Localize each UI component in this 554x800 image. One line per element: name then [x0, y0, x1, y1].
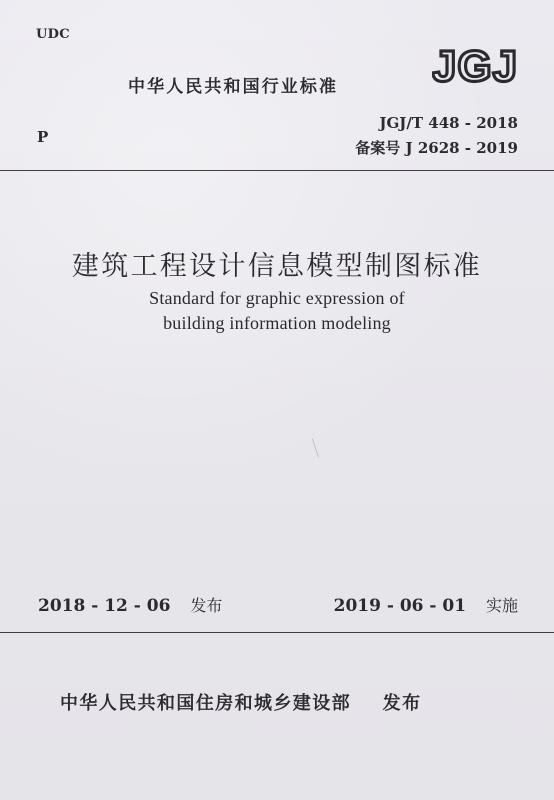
record-number: 备案号 J 2628 - 2019 — [355, 139, 518, 157]
publisher-name: 中华人民共和国住房和城乡建设部 — [60, 693, 351, 714]
issue-date: 2018 - 12 - 06 — [38, 596, 171, 616]
implementation-date-block — [334, 593, 518, 616]
publisher-action: 发布 — [382, 693, 422, 714]
english-title-line-1: Standard for graphic expression of — [149, 288, 405, 308]
english-title-line-2: building information modeling — [163, 313, 391, 333]
publisher-line — [60, 689, 421, 715]
classification-code: P — [37, 128, 49, 146]
issue-date-block — [38, 593, 222, 616]
industry-standard-title: 中华人民共和国行业标准 — [128, 77, 339, 97]
chinese-title: 建筑工程设计信息模型制图标准 — [71, 251, 483, 282]
jgj-logo-text: JGJ — [432, 42, 518, 90]
top-divider — [0, 170, 554, 171]
bottom-divider — [0, 632, 554, 633]
udc-label: UDC — [36, 27, 70, 42]
issue-label: 发布 — [190, 596, 223, 615]
jgj-logo — [432, 40, 518, 90]
paper-scratch-mark — [312, 438, 319, 457]
implementation-label: 实施 — [485, 596, 518, 615]
implementation-date: 2019 - 06 - 01 — [333, 596, 467, 616]
standard-number: JGJ/T 448 - 2018 — [379, 114, 518, 132]
